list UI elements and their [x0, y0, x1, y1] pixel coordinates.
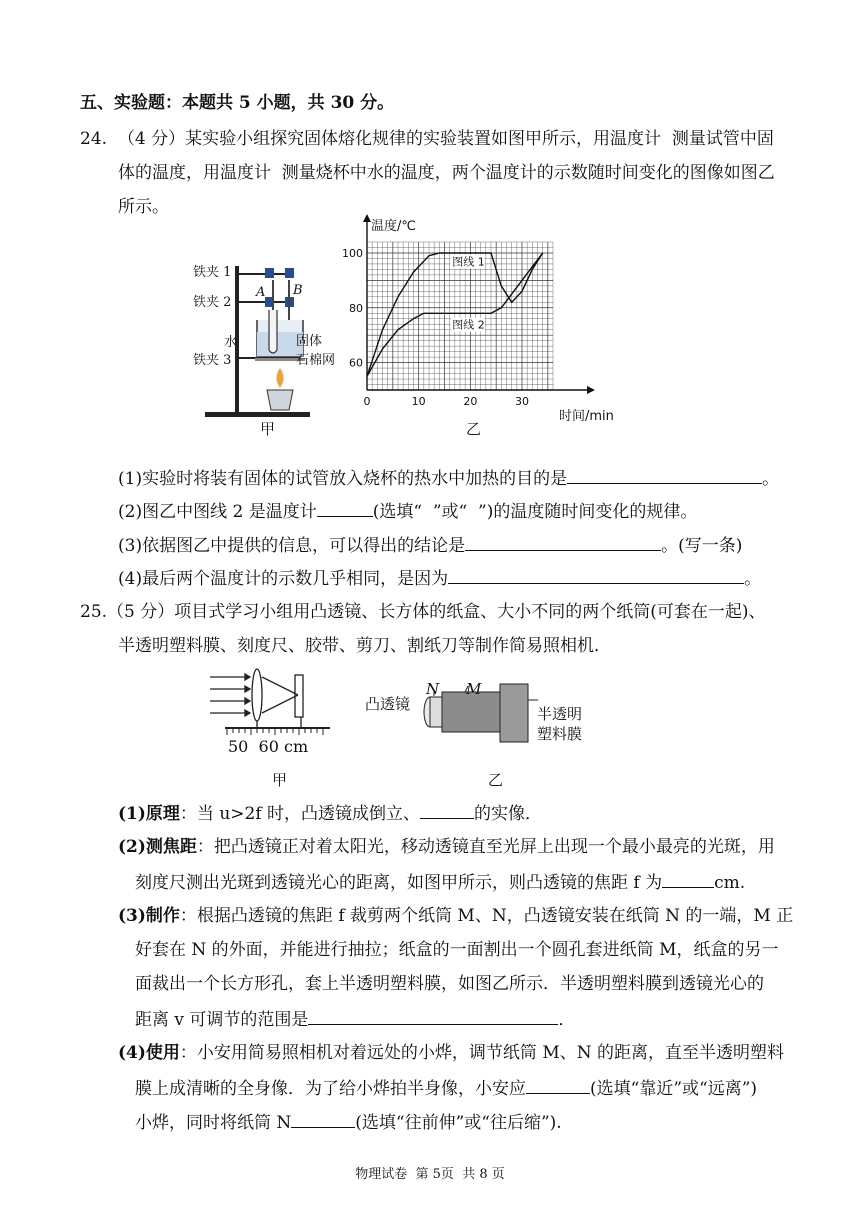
q24-intro-line3: 所示。 [118, 197, 169, 217]
q25-s3-end: ． [558, 1010, 576, 1030]
q24-sub1-end: 。 [762, 469, 780, 489]
q25-s2-blank[interactable] [662, 869, 714, 888]
q25-s2-head: (2)测焦距 [118, 837, 197, 857]
q24-sub2-blank[interactable] [317, 498, 373, 517]
x-tick-label: 30 [515, 395, 529, 408]
q24-sub2 [118, 498, 697, 524]
q24-sub1-blank[interactable] [567, 465, 762, 484]
q25-s1 [118, 800, 542, 826]
q25-s3-head: (3)制作 [118, 906, 180, 926]
q24-sub4-blank[interactable] [448, 565, 744, 584]
q24-sub4-end: 。 [744, 569, 762, 589]
q24-sub4 [118, 565, 761, 591]
q25-s1-blank[interactable] [420, 800, 474, 819]
q25-s2-line2 [135, 869, 745, 895]
q24-sub1-text: (1)实验时将装有固体的试管放入烧杯的热水中加热的目的是 [118, 469, 568, 489]
q25-s1-text: ：当 u>2f 时，凸透镜成倒立、 [179, 804, 421, 824]
q24-intro-line2: 体的温度，用温度计 测量烧杯中水的温度，两个温度计的示数随时间变化的图像如图乙 [118, 163, 775, 183]
q25-intro-line1: 25.（5 分）项目式学习小组用凸透镜、长方体的纸盒、大小不同的两个纸筒(可套在一起)、 [80, 602, 766, 622]
y-axis-title: 温度/℃ [371, 219, 416, 234]
q25-fig-caption-jia: 甲 [272, 771, 288, 789]
x-tick-label: 0 [363, 395, 371, 408]
q25-fig-caption-yi: 乙 [488, 771, 504, 789]
q24-sub3-blank[interactable] [465, 532, 661, 551]
q24-intro-line1: 24. （4 分）某实验小组探究固体熔化规律的实验装置如图甲所示，用温度计 测量试管中固 [80, 129, 774, 149]
q24-sub3 [118, 532, 742, 558]
q25-s3-text1: ：根据凸透镜的焦距 f 裁剪两个纸筒 M、N，凸透镜安装在纸筒 N 的一端，M 正 [179, 906, 794, 926]
y-tick-label: 80 [349, 301, 363, 315]
y-tick-label: 100 [342, 246, 363, 260]
q24-sub3-end: 。(写一条) [661, 536, 743, 556]
y-axis-arrow [363, 214, 371, 222]
q25-s2-text1: ：把凸透镜正对着太阳光，移动透镜直至光屏上出现一个最小最亮的光斑，用 [196, 837, 775, 857]
label-solid: 固体 [296, 334, 323, 349]
q25-s3-line3: 面裁出一个长方形孔，套上半透明塑料膜，如图乙所示．半透明塑料膜到透镜光心的 [135, 974, 764, 994]
q25-s4-text1: ：小安用简易照相机对着远处的小烨，调节纸筒 M、N 的距离，直至半透明塑料 [179, 1043, 785, 1063]
label-clamp3: 铁夹 3 [193, 353, 232, 368]
q25-s2-end: cm. [714, 873, 746, 893]
x-axis-arrow [587, 386, 595, 394]
q25-intro-line2: 半透明塑料膜、刻度尺、胶带、剪刀、割纸刀等制作简易照相机． [118, 636, 611, 656]
section-title: 五、实验题：本题共 5 小题，共 30 分。 [80, 93, 395, 113]
q24-sub2-text-end: (选填“ ”或“ ”)的温度随时间变化的规律。 [372, 502, 698, 522]
q25-s4-line1 [118, 1041, 784, 1065]
label-thermometer-a: A [256, 285, 266, 300]
q25-s3-text4: 距离 v 可调节的范围是 [135, 1010, 309, 1030]
q25-s4-text2b: (选填“靠近”或“远离”) [590, 1079, 758, 1099]
q25-s3-line1 [118, 904, 793, 928]
q25-s3-line2: 好套在 N 的外面，并能进行抽拉；纸盒的一面割出一个圆孔套进纸筒 M，纸盒的另一 [135, 940, 779, 960]
label-gauze: 石棉网 [296, 353, 336, 368]
q24-sub1 [118, 465, 779, 491]
label-clamp2: 铁夹 2 [193, 295, 232, 310]
series-label-1: 图线 1 [452, 255, 485, 269]
q25-s4-blank2[interactable] [291, 1109, 355, 1128]
q25-s2-text2: 刻度尺测出光斑到透镜光心的距离，如图甲所示，则凸透镜的焦距 f 为 [135, 873, 663, 893]
q25-s4-head: (4)使用 [118, 1043, 180, 1063]
q24-sub4-text: (4)最后两个温度计的示数几乎相同，是因为 [118, 569, 449, 589]
page-footer: 物理试卷 第 5页 共 8 页 [355, 1167, 505, 1182]
q25-s4-text3: 小烨，同时将纸筒 N [135, 1113, 292, 1133]
q25-s4-blank1[interactable] [526, 1075, 590, 1094]
q25-s4-text3b: (选填“往前伸”或“往后缩”). [355, 1113, 562, 1133]
label-clamp1: 铁夹 1 [193, 265, 232, 280]
q25-label-lens: 凸透镜 [365, 695, 411, 713]
q25-s2-line1 [118, 835, 775, 859]
q25-ruler-text: 50 60 cm [228, 737, 309, 756]
q24-sub3-text: (3)依据图乙中提供的信息，可以得出的结论是 [118, 536, 466, 556]
x-tick-label: 10 [411, 395, 426, 408]
temperature-time-chart [335, 212, 625, 424]
q25-s4-line3 [135, 1109, 562, 1135]
q25-s4-text2: 膜上成清晰的全身像．为了给小烨拍半身像，小安应 [135, 1079, 526, 1099]
label-water: 水 [224, 335, 238, 350]
q25-s4-line2 [135, 1075, 757, 1101]
q25-s1-head: (1)原理 [118, 804, 180, 824]
fig-caption-jia: 甲 [260, 420, 276, 438]
q25-label-film1: 半透明 [537, 705, 583, 723]
q25-label-n: N [426, 680, 440, 698]
q25-camera-figure [370, 678, 550, 758]
q25-label-m: M [466, 680, 482, 698]
x-axis-title: 时间/min [559, 409, 614, 424]
q25-s1-end: 的实像． [474, 804, 543, 824]
series-label-2: 图线 2 [452, 318, 485, 332]
q25-s3-blank[interactable] [308, 1006, 558, 1025]
q25-s3-line4 [135, 1006, 575, 1032]
x-tick-label: 20 [463, 395, 478, 408]
label-thermometer-b: B [293, 283, 303, 298]
y-tick-label: 60 [349, 356, 363, 370]
q24-sub2-text: (2)图乙中图线 2 是温度计 [118, 502, 317, 522]
q25-label-film2: 塑料膜 [537, 725, 583, 743]
fig-caption-yi: 乙 [466, 420, 482, 438]
